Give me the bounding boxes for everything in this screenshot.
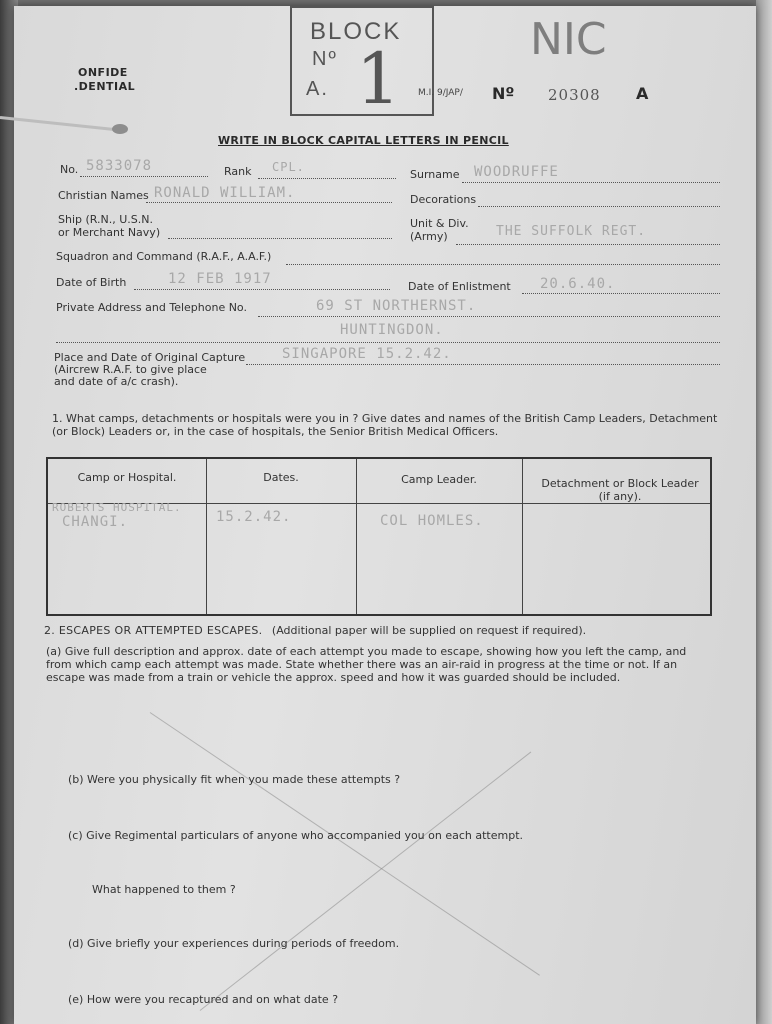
christian-names-value: RONALD WILLIAM. bbox=[154, 185, 296, 201]
no-line bbox=[80, 176, 208, 177]
serial-suffix: A bbox=[636, 84, 649, 103]
address-value-1: 69 ST NORTHERNST. bbox=[316, 298, 477, 314]
instruction-heading: WRITE IN BLOCK CAPITAL LETTERS IN PENCIL bbox=[218, 134, 509, 147]
address-value-2: HUNTINGDON. bbox=[340, 322, 444, 338]
question-2-title-text: 2. ESCAPES OR ATTEMPTED ESCAPES. bbox=[44, 624, 263, 637]
surname-line bbox=[462, 182, 720, 183]
table-header-camp: Camp or Hospital. bbox=[77, 471, 177, 484]
handwritten-mark: NIC bbox=[530, 14, 607, 65]
squadron-line bbox=[286, 264, 720, 265]
capture-line bbox=[246, 364, 720, 365]
dob-label: Date of Birth bbox=[56, 276, 127, 289]
ship-label-2: or Merchant Navy) bbox=[58, 226, 161, 239]
block-stamp bbox=[290, 6, 434, 120]
address-line-1 bbox=[258, 316, 720, 317]
question-2-note: (Additional paper will be supplied on request if required). bbox=[271, 624, 587, 637]
enlistment-label: Date of Enlistment bbox=[408, 280, 511, 293]
unit-label-2: (Army) bbox=[410, 230, 448, 243]
address-label: Private Address and Telephone No. bbox=[56, 301, 247, 314]
table-header-dates: Dates. bbox=[263, 471, 299, 484]
table-header-detachment: Detachment or Block Leader (if any). bbox=[541, 477, 699, 503]
squadron-label: Squadron and Command (R.A.F., A.A.F.) bbox=[56, 250, 272, 263]
enlistment-line bbox=[522, 293, 720, 294]
surname-label: Surname bbox=[410, 168, 460, 181]
confidential-line-1: ONFIDE bbox=[78, 66, 128, 79]
no-value: 5833078 bbox=[86, 158, 153, 174]
question-2c-followup: What happened to them ? bbox=[92, 883, 236, 896]
question-2d: (d) Give briefly your experiences during periods of freedom. bbox=[68, 937, 400, 950]
ship-line bbox=[168, 238, 392, 239]
address-line-2 bbox=[56, 342, 720, 343]
rank-line bbox=[258, 178, 396, 179]
unit-value: THE SUFFOLK REGT. bbox=[496, 224, 647, 239]
capture-label-3: and date of a/c crash). bbox=[54, 375, 179, 388]
tag-knot bbox=[112, 124, 128, 134]
form-code: M.I. 9/JAP/ bbox=[418, 88, 463, 98]
question-2c: (c) Give Regimental particulars of anyone who accompanied you on each attempt. bbox=[68, 829, 524, 842]
table-header-leader: Camp Leader. bbox=[401, 473, 477, 486]
christian-names-line bbox=[146, 202, 392, 203]
capture-label-1: Place and Date of Original Capture bbox=[54, 351, 246, 364]
camps-table bbox=[46, 457, 712, 616]
question-2b: (b) Were you physically fit when you made these attempts ? bbox=[68, 773, 401, 786]
stamp-number: 1 bbox=[356, 38, 401, 120]
ship-label-1: Ship (R.N., U.S.N. bbox=[58, 213, 153, 226]
background-page-edge bbox=[756, 0, 772, 1024]
table-row-leader: COL HOMLES. bbox=[380, 513, 484, 529]
table-row-camp-1: ROBERTS HOSPITAL. bbox=[52, 501, 182, 514]
no-label: No. bbox=[60, 163, 79, 176]
serial-number: 20308 bbox=[548, 86, 601, 104]
christian-names-label: Christian Names bbox=[58, 189, 149, 202]
capture-value: SINGAPORE 15.2.42. bbox=[282, 346, 452, 362]
serial-no-label: Nº bbox=[492, 84, 515, 103]
question-2e: (e) How were you recaptured and on what date ? bbox=[68, 993, 339, 1006]
stamp-a-text: A. bbox=[306, 78, 329, 100]
rank-value: CPL. bbox=[272, 160, 305, 174]
question-2-title bbox=[44, 624, 586, 637]
rank-label: Rank bbox=[224, 165, 252, 178]
stamp-no-text: Nº bbox=[312, 48, 338, 70]
enlistment-value: 20.6.40. bbox=[540, 276, 616, 292]
question-2a: (a) Give full description and approx. date of each attempt you made to escape, showing how you left the camp, and from which camp each attempt was made. State whether there was an air-raid in progress at the time or not. If an escape was made from a train or vehicle the approx. speed and how it was guarded should be included. bbox=[46, 645, 687, 684]
table-row-camp-2: CHANGI. bbox=[62, 514, 129, 530]
dob-value: 12 FEB 1917 bbox=[168, 271, 272, 287]
unit-line bbox=[456, 244, 720, 245]
table-row-dates: 15.2.42. bbox=[216, 509, 292, 525]
decorations-line bbox=[478, 206, 720, 207]
confidential-line-2: .DENTIAL bbox=[74, 80, 136, 93]
decorations-label: Decorations bbox=[410, 193, 477, 206]
question-1: 1. What camps, detachments or hospitals were you in ? Give dates and names of the British Camp Leaders, Detachment (or Block) Leaders or, in the case of hospitals, the Senior British Medical Officers. bbox=[52, 412, 718, 438]
capture-label-2: (Aircrew R.A.F. to give place bbox=[54, 363, 207, 376]
unit-label-1: Unit & Div. bbox=[410, 217, 469, 230]
stamp-block-text: BLOCK bbox=[310, 18, 402, 45]
surname-value: WOODRUFFE bbox=[474, 164, 559, 180]
dob-line bbox=[134, 289, 390, 290]
